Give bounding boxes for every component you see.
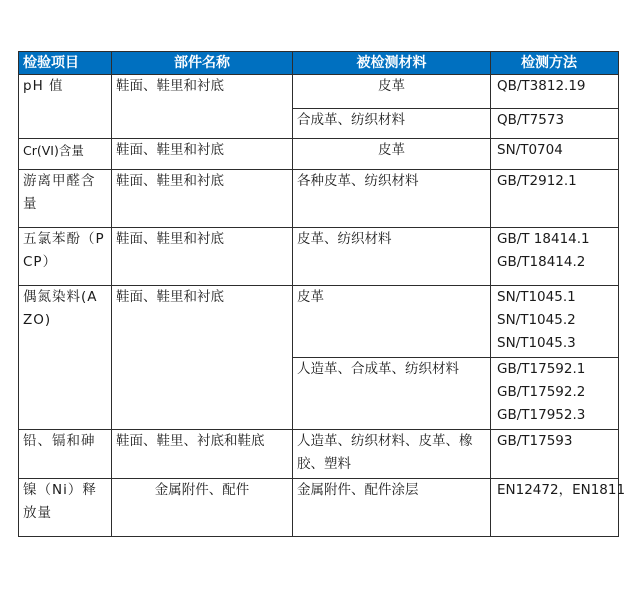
- cell-part: 鞋面、鞋里和衬底: [112, 139, 293, 170]
- header-inspection-item: 检验项目: [19, 52, 112, 75]
- table-row: [19, 479, 619, 537]
- cell-method: [491, 358, 619, 430]
- cell-part: 鞋面、鞋里和衬底: [112, 75, 293, 139]
- header-part-name: 部件名称: [112, 52, 293, 75]
- cell-item: 镍（Ni）释放量: [19, 479, 112, 537]
- method-line: GB/T17592.2: [497, 384, 586, 400]
- method-line: GB/T18414.2: [497, 254, 586, 270]
- cell-method: [491, 170, 619, 228]
- cell-material: 皮革: [293, 139, 491, 170]
- header-tested-material: 被检测材料: [293, 52, 491, 75]
- method-line: SN/T0704: [497, 142, 563, 158]
- table-row: [19, 139, 619, 170]
- cell-part: 鞋面、鞋里和衬底: [112, 228, 293, 286]
- cell-method: [491, 479, 625, 537]
- cell-material: 皮革、纺织材料: [293, 228, 491, 286]
- method-line: GB/T17592.1: [497, 361, 586, 377]
- cell-part: 鞋面、鞋里和衬底: [112, 170, 293, 228]
- table-row: [19, 286, 619, 358]
- cell-item: 五氯苯酚（PCP）: [19, 228, 112, 286]
- cell-item: 偶氮染料(AZO): [19, 286, 112, 430]
- table-row: [19, 430, 619, 479]
- method-line: GB/T17952.3: [497, 407, 586, 423]
- table-row: [19, 170, 619, 228]
- inspection-table: [18, 51, 625, 537]
- cell-part: 鞋面、鞋里和衬底: [112, 286, 293, 430]
- cell-material: 皮革: [293, 75, 491, 109]
- method-line: GB/T17593: [497, 433, 573, 449]
- method-line: EN12472，EN1811: [497, 482, 625, 498]
- method-line: SN/T1045.3: [497, 335, 576, 351]
- header-test-method: 检测方法: [491, 52, 619, 75]
- cell-method: [491, 430, 619, 479]
- cell-material: 人造革、合成革、纺织材料: [293, 358, 491, 430]
- method-line: QB/T7573: [497, 112, 565, 128]
- cell-material: 皮革: [293, 286, 491, 358]
- cell-method: [491, 286, 619, 358]
- cell-method: [491, 109, 619, 139]
- table-row: [19, 75, 619, 109]
- cell-method: [491, 139, 619, 170]
- cell-method: [491, 75, 619, 109]
- method-line: QB/T3812.19: [497, 78, 586, 94]
- cell-item: pH 值: [19, 75, 112, 139]
- table-row: [19, 228, 619, 286]
- cell-material: 金属附件、配件涂层: [293, 479, 491, 537]
- cell-part: 金属附件、配件: [112, 479, 293, 537]
- method-line: SN/T1045.2: [497, 312, 576, 328]
- method-line: GB/T2912.1: [497, 173, 577, 189]
- cell-method: [491, 228, 619, 286]
- table-header-row: [19, 52, 619, 75]
- cell-item: 铅、镉和砷: [19, 430, 112, 479]
- cell-material: 各种皮革、纺织材料: [293, 170, 491, 228]
- method-line: GB/T 18414.1: [497, 231, 590, 247]
- cell-material: 人造革、纺织材料、皮革、橡胶、塑料: [293, 430, 491, 479]
- cell-part: 鞋面、鞋里、衬底和鞋底: [112, 430, 293, 479]
- cell-material: 合成革、纺织材料: [293, 109, 491, 139]
- cell-item: Cr(VI)含量: [19, 139, 112, 170]
- method-line: SN/T1045.1: [497, 289, 576, 305]
- cell-item: 游离甲醛含量: [19, 170, 112, 228]
